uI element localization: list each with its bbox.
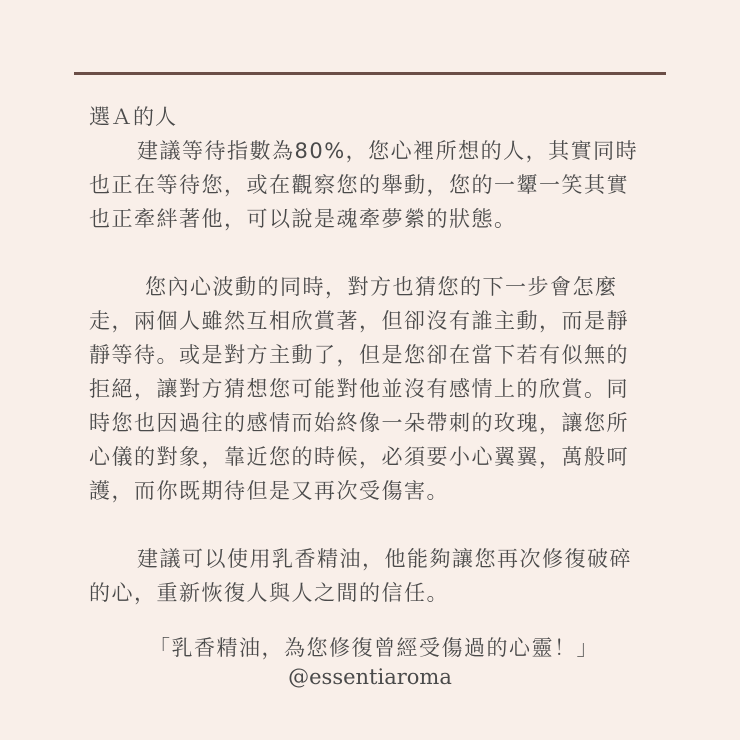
paragraph-line: 護，而你既期待但是又再次受傷害。 bbox=[89, 479, 449, 503]
paragraph-line: 建議可以使用乳香精油，他能夠讓您再次修復破碎 bbox=[137, 547, 632, 571]
paragraph-line: 走，兩個人雖然互相欣賞著，但卻沒有誰主動，而是靜 bbox=[89, 309, 629, 333]
social-handle: @essentiaroma bbox=[288, 665, 452, 689]
top-divider bbox=[74, 72, 666, 75]
paragraph-line: 的心，重新恢復人與人之間的信任。 bbox=[89, 581, 449, 605]
main-text bbox=[89, 100, 669, 610]
paragraph-line: 心儀的對象，靠近您的時候，必須要小心翼翼，萬般呵 bbox=[89, 445, 629, 469]
paragraph-1 bbox=[89, 134, 669, 236]
paragraph-line: 也正在等待您，或在觀察您的舉動，您的一顰一笑其實 bbox=[89, 173, 629, 197]
closing-quote bbox=[0, 632, 740, 662]
paragraph-line: 靜等待。或是對方主動了，但是您卻在當下若有似無的 bbox=[89, 343, 629, 367]
paragraph-line: 您內心波動的同時，對方也猜您的下一步會怎麼 bbox=[145, 275, 618, 299]
paragraph-2 bbox=[89, 270, 669, 508]
quote-text: 「乳香精油，為您修復曾經受傷過的心靈！」 bbox=[149, 636, 599, 660]
paragraph-3 bbox=[89, 542, 669, 610]
paragraph-line: 也正牽絆著他，可以說是魂牽夢縈的狀態。 bbox=[89, 207, 517, 231]
paragraph-line: 拒絕，讓對方猜想您可能對他並沒有感情上的欣賞。同 bbox=[89, 377, 629, 401]
section-heading: 選Ａ的人 bbox=[89, 105, 177, 129]
paragraph-line: 時您也因過往的感情而始終像一朵帶刺的玫瑰，讓您所 bbox=[89, 411, 629, 435]
paragraph-line: 建議等待指數為80%，您心裡所想的人，其實同時 bbox=[137, 139, 639, 163]
